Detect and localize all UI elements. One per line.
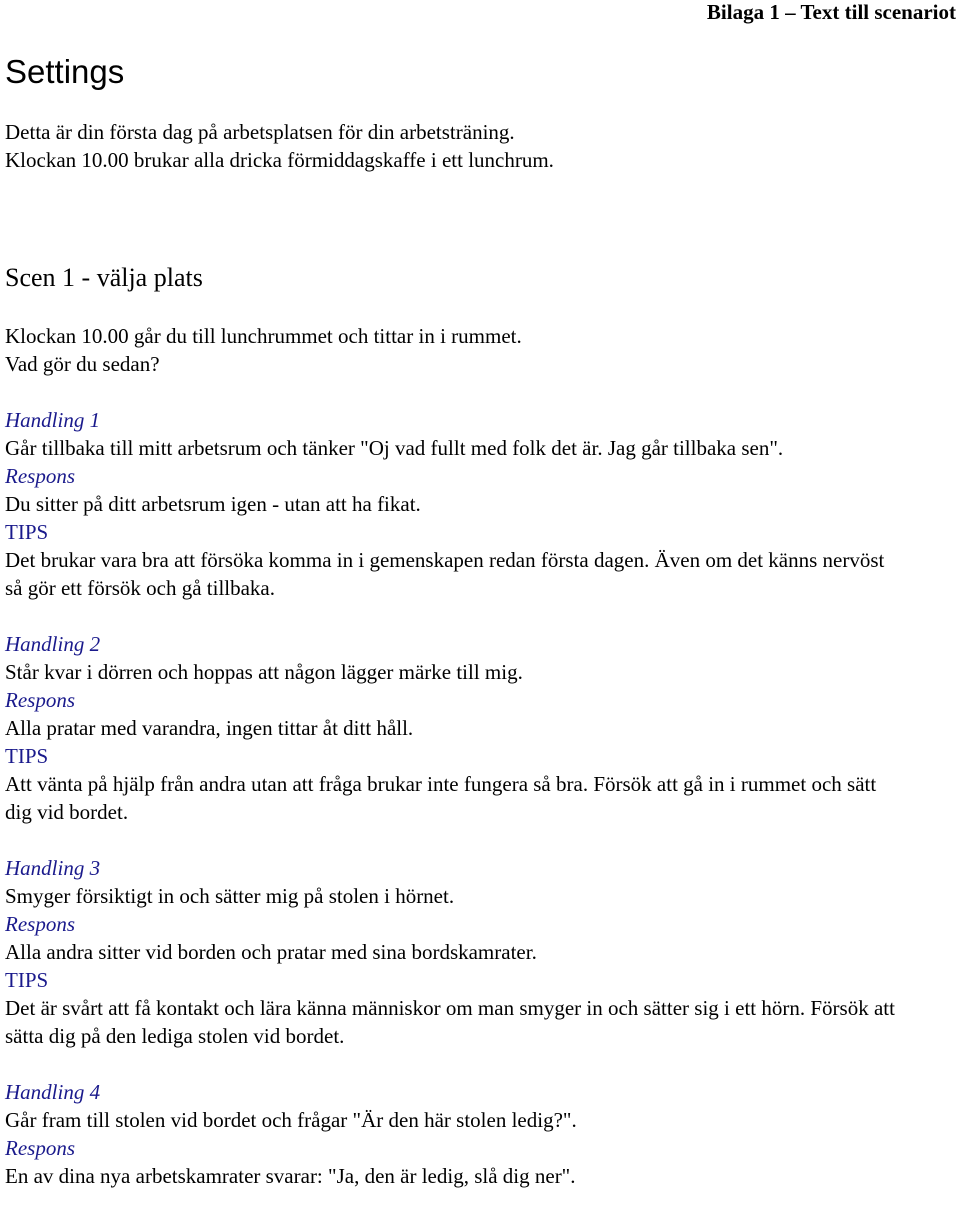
response-label: Respons <box>5 1136 75 1160</box>
action-text: Står kvar i dörren och hoppas att någon lägger märke till mig. <box>5 660 523 684</box>
intro-paragraph <box>5 118 554 174</box>
scene-lead-line: Klockan 10.00 går du till lunchrummet och tittar in i rummet. <box>5 324 522 348</box>
action-block-2 <box>5 630 955 826</box>
tips-text: Det brukar vara bra att försöka komma in i gemenskapen redan första dagen. Även om det känns nervöst så gör ett försök och gå tillbaka. <box>5 548 885 600</box>
action-text: Går tillbaka till mitt arbetsrum och tänker "Oj vad fullt med folk det är. Jag går tillbaka sen". <box>5 436 784 460</box>
action-label: Handling 3 <box>5 856 101 880</box>
intro-line: Detta är din första dag på arbetsplatsen för din arbetsträning. <box>5 120 515 144</box>
scene-lead-line: Vad gör du sedan? <box>5 352 160 376</box>
action-block-4 <box>5 1078 955 1190</box>
page-title: Settings <box>5 53 125 90</box>
response-label: Respons <box>5 688 75 712</box>
action-text: Smyger försiktigt in och sätter mig på stolen i hörnet. <box>5 884 455 908</box>
response-label: Respons <box>5 464 75 488</box>
scene-title: Scen 1 - välja plats <box>5 263 203 292</box>
scene-content <box>5 322 955 1190</box>
action-label: Handling 1 <box>5 408 101 432</box>
response-text: En av dina nya arbetskamrater svarar: "Ja, den är ledig, slå dig ner". <box>5 1164 576 1188</box>
tips-label: TIPS <box>5 520 49 544</box>
response-text: Alla andra sitter vid borden och pratar med sina bordskamrater. <box>5 940 537 964</box>
response-text: Alla pratar med varandra, ingen tittar åt ditt håll. <box>5 716 414 740</box>
tips-text: Att vänta på hjälp från andra utan att fråga brukar inte fungera så bra. Försök att gå in i rummet och sätt dig vid bordet. <box>5 772 877 824</box>
appendix-header: Bilaga 1 – Text till scenariot <box>706 0 956 24</box>
action-text: Går fram till stolen vid bordet och frågar "Är den här stolen ledig?". <box>5 1108 577 1132</box>
action-label: Handling 2 <box>5 632 101 656</box>
tips-label: TIPS <box>5 744 49 768</box>
action-block-1 <box>5 406 955 602</box>
intro-line: Klockan 10.00 brukar alla dricka förmiddagskaffe i ett lunchrum. <box>5 148 554 172</box>
response-text: Du sitter på ditt arbetsrum igen - utan att ha fikat. <box>5 492 421 516</box>
tips-text: Det är svårt att få kontakt och lära känna människor om man smyger in och sätter sig i ett hörn. Försök att sätta dig på den lediga stolen vid bordet. <box>5 996 895 1048</box>
action-block-3 <box>5 854 955 1050</box>
response-label: Respons <box>5 912 75 936</box>
action-label: Handling 4 <box>5 1080 101 1104</box>
tips-label: TIPS <box>5 968 49 992</box>
